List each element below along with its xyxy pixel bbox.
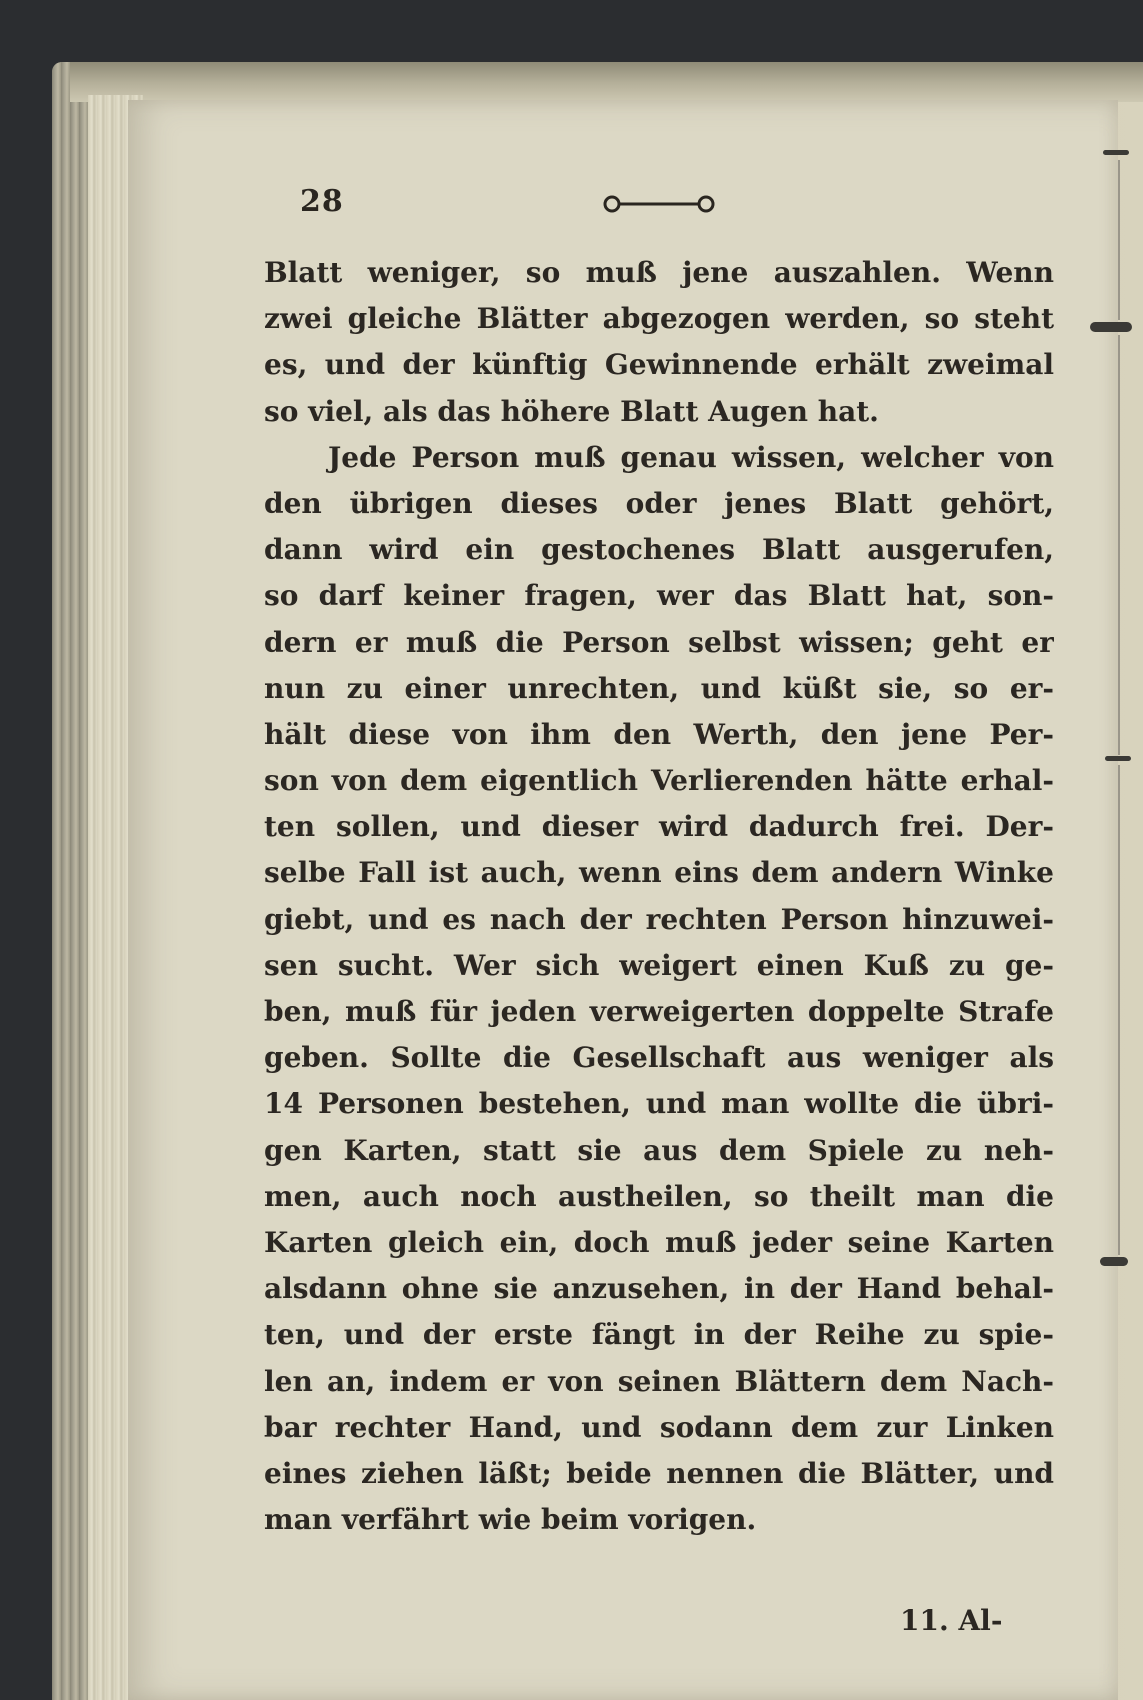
text-line: sen sucht. Wer sich weigert einen Kuß zu ge- bbox=[264, 948, 1054, 982]
page-header bbox=[300, 184, 720, 228]
text-line: Karten gleich ein, doch muß jeder seine Karten bbox=[264, 1225, 1054, 1259]
text-line: dern er muß die Person selbst wissen; geht er bbox=[264, 625, 1054, 659]
text-line: son von dem eigentlich Verlierenden hätte erhal- bbox=[264, 764, 1054, 798]
header-ornament bbox=[600, 188, 720, 218]
text-line: ben, muß für jeden verweigerten doppelte Strafe bbox=[264, 995, 1054, 1028]
text-line: giebt, und es nach der rechten Person hinzuwei- bbox=[264, 902, 1054, 936]
text-line: Blatt weniger, so muß jene auszahlen. Wenn bbox=[264, 256, 1054, 289]
text-line: 14 Personen bestehen, und man wollte die übri- bbox=[264, 1087, 1054, 1121]
text-line: dann wird ein gestochenes Blatt ausgerufen, bbox=[264, 533, 1054, 567]
text-line: bar rechter Hand, und sodann dem zur Linken bbox=[264, 1410, 1054, 1444]
text-line: geben. Sollte die Gesellschaft aus weniger als bbox=[264, 1041, 1054, 1075]
book-spine bbox=[52, 62, 92, 1700]
text-line: ten, und der erste fängt in der Reihe zu spie- bbox=[264, 1318, 1054, 1352]
catchword: 11. Al- bbox=[900, 1604, 1003, 1637]
binding-stitch bbox=[1105, 756, 1131, 761]
text-line: ten sollen, und dieser wird dadurch frei. Der- bbox=[264, 810, 1054, 844]
text-line: selbe Fall ist auch, wenn eins dem andern Winke bbox=[264, 856, 1054, 890]
text-line: Jede Person muß genau wissen, welcher von bbox=[328, 440, 1054, 474]
text-line: zwei gleiche Blätter abgezogen werden, so steht bbox=[264, 302, 1054, 336]
text-line: so darf keiner fragen, wer das Blatt hat, son- bbox=[264, 579, 1054, 613]
book-top-edge bbox=[70, 62, 1143, 102]
text-line: man verfährt wie beim vorigen. bbox=[264, 1503, 757, 1537]
text-line: men, auch noch austheilen, so theilt man die bbox=[264, 1179, 1054, 1213]
binding-thread bbox=[1118, 335, 1120, 755]
text-line: hält diese von ihm den Werth, den jene Per- bbox=[264, 717, 1054, 751]
text-line: es, und der künftig Gewinnende erhält zweimal bbox=[264, 348, 1054, 382]
binding-stitch bbox=[1103, 150, 1129, 155]
page-number: 28 bbox=[300, 184, 344, 219]
binding-stitch bbox=[1090, 322, 1132, 332]
binding-stitch bbox=[1100, 1257, 1128, 1266]
binding-thread bbox=[1118, 160, 1120, 320]
text-line: len an, indem er von seinen Blättern dem Nach- bbox=[264, 1364, 1054, 1398]
text-line: alsdann ohne sie anzusehen, in der Hand behal- bbox=[264, 1272, 1054, 1306]
text-line: eines ziehen läßt; beide nennen die Blätter, und bbox=[264, 1456, 1054, 1490]
text-line: nun zu einer unrechten, und küßt sie, so er- bbox=[264, 671, 1054, 705]
text-line: gen Karten, statt sie aus dem Spiele zu neh- bbox=[264, 1133, 1054, 1167]
text-line: den übrigen dieses oder jenes Blatt gehört, bbox=[264, 486, 1054, 520]
text-line: so viel, als das höhere Blatt Augen hat. bbox=[264, 394, 879, 428]
binding-thread bbox=[1118, 765, 1120, 1255]
body-text bbox=[264, 250, 1054, 1543]
